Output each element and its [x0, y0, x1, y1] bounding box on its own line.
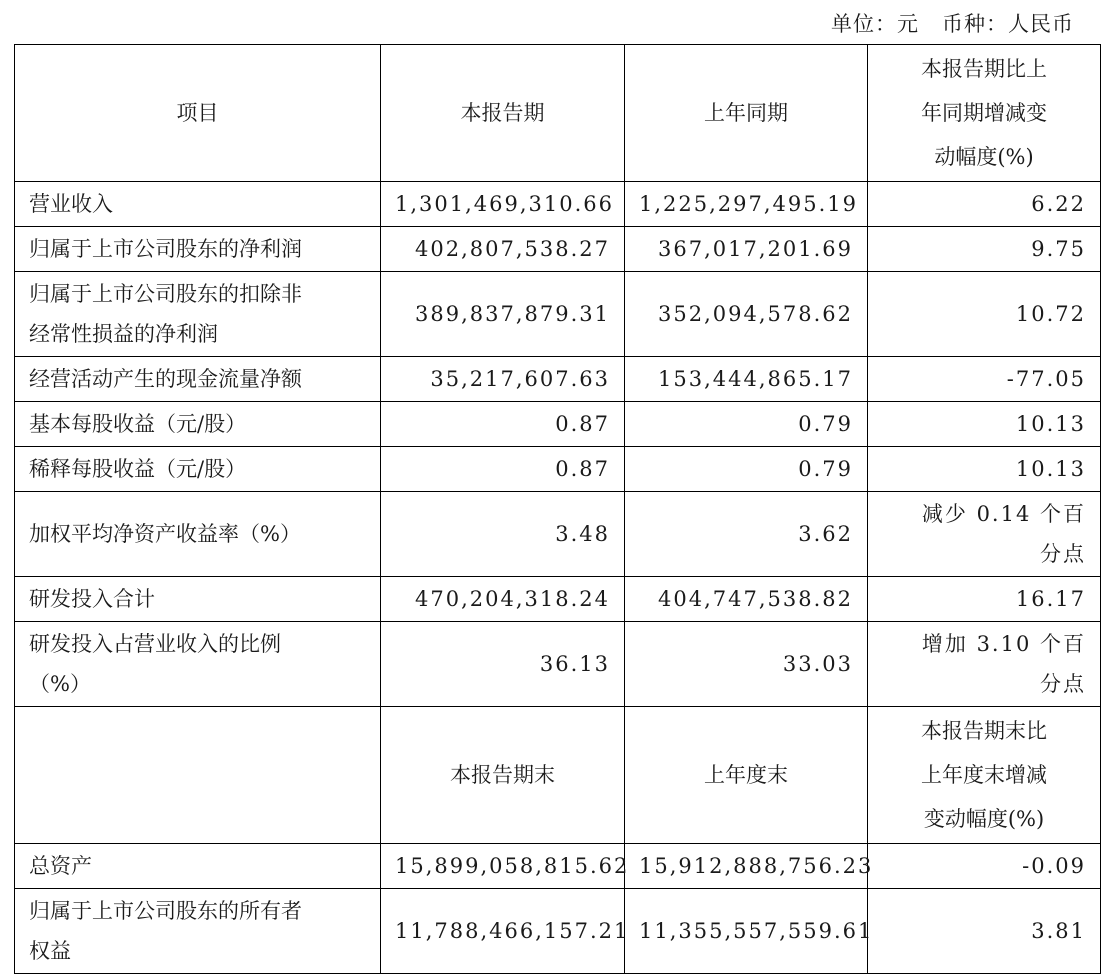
row-item [15, 889, 381, 974]
table-row [15, 402, 1101, 447]
row-item-line: 研发投入占营业收入的比例 [29, 632, 281, 656]
row-change-value [868, 182, 1101, 227]
unit-currency-note: 单位：元 币种：人民币 [830, 12, 1074, 36]
table-header-row [15, 45, 1101, 182]
row-item [15, 622, 381, 707]
table-row [15, 889, 1101, 974]
table-row [15, 357, 1101, 402]
header-item [15, 707, 381, 844]
row-item [15, 182, 381, 227]
row-item-line: 归属于上市公司股东的扣除非 [29, 282, 302, 306]
row-change-value-line: 10.13 [1015, 457, 1086, 481]
row-change-value [868, 492, 1101, 577]
row-change-value-line: -0.09 [1022, 854, 1086, 878]
row-current-value: 11,788,466,157.21 [381, 889, 625, 974]
row-prior-value: 33.03 [625, 622, 868, 707]
header-change-line: 变动幅度(%) [923, 807, 1045, 831]
row-item-line: 归属于上市公司股东的净利润 [29, 237, 302, 261]
row-change-value [868, 402, 1101, 447]
row-item-line: 稀释每股收益（元/股） [29, 457, 247, 481]
row-change-value [868, 357, 1101, 402]
row-prior-value: 0.79 [625, 402, 868, 447]
row-change-value [868, 622, 1101, 707]
row-change-value-line: 增加 3.10 个百 [921, 632, 1086, 656]
row-prior-value: 367,017,201.69 [625, 227, 868, 272]
row-item [15, 492, 381, 577]
row-item [15, 402, 381, 447]
header-change-line: 本报告期末比 [921, 719, 1047, 743]
row-change-value-line: -77.05 [1006, 367, 1086, 391]
row-change-value-line: 16.17 [1015, 587, 1086, 611]
row-item [15, 227, 381, 272]
row-current-value: 1,301,469,310.66 [381, 182, 625, 227]
row-current-value: 389,837,879.31 [381, 272, 625, 357]
row-item [15, 272, 381, 357]
row-item [15, 844, 381, 889]
table-row [15, 492, 1101, 577]
row-change-value [868, 577, 1101, 622]
row-prior-value: 153,444,865.17 [625, 357, 868, 402]
row-item-line: 加权平均净资产收益率（%） [29, 522, 301, 546]
row-item-line: 权益 [29, 939, 71, 963]
table-row [15, 272, 1101, 357]
row-change-value-line: 10.72 [1015, 302, 1086, 326]
header-item: 项目 [15, 45, 381, 182]
row-item-line: 研发投入合计 [29, 587, 155, 611]
row-item-line: 经营活动产生的现金流量净额 [29, 367, 302, 391]
row-current-value: 0.87 [381, 447, 625, 492]
header-prior: 上年度末 [625, 707, 868, 844]
row-prior-value: 0.79 [625, 447, 868, 492]
row-prior-value: 352,094,578.62 [625, 272, 868, 357]
row-current-value: 402,807,538.27 [381, 227, 625, 272]
row-prior-value: 404,747,538.82 [625, 577, 868, 622]
row-change-value [868, 447, 1101, 492]
header-change-line: 上年度末增减 [921, 763, 1047, 787]
row-change-value [868, 889, 1101, 974]
row-change-value-line: 分点 [1040, 672, 1086, 696]
row-item-line: 营业收入 [29, 192, 113, 216]
row-prior-value: 15,912,888,756.23 [625, 844, 868, 889]
row-change-value-line: 3.81 [1031, 919, 1086, 943]
row-current-value: 36.13 [381, 622, 625, 707]
row-change-value-line: 6.22 [1031, 192, 1086, 216]
header-change-line: 年同期增减变 [921, 101, 1047, 125]
table-row [15, 844, 1101, 889]
financial-data-table [14, 44, 1101, 974]
header-current: 本报告期末 [381, 707, 625, 844]
row-prior-value: 11,355,557,559.61 [625, 889, 868, 974]
row-change-value [868, 844, 1101, 889]
header-current: 本报告期 [381, 45, 625, 182]
header-change [868, 707, 1101, 844]
row-current-value: 0.87 [381, 402, 625, 447]
header-change-line: 动幅度(%) [934, 145, 1034, 169]
row-current-value: 470,204,318.24 [381, 577, 625, 622]
row-change-value [868, 272, 1101, 357]
row-current-value: 15,899,058,815.62 [381, 844, 625, 889]
row-change-value-line: 9.75 [1031, 237, 1086, 261]
row-change-value-line: 分点 [1040, 542, 1086, 566]
row-change-value-line: 10.13 [1015, 412, 1086, 436]
row-item-line: 总资产 [29, 854, 92, 878]
table-row [15, 227, 1101, 272]
row-item-line: 归属于上市公司股东的所有者 [29, 899, 302, 923]
table-row [15, 622, 1101, 707]
row-change-value-line: 减少 0.14 个百 [921, 502, 1086, 526]
row-item [15, 577, 381, 622]
table-row [15, 447, 1101, 492]
row-item [15, 357, 381, 402]
row-current-value: 35,217,607.63 [381, 357, 625, 402]
row-item-line: （%） [29, 672, 91, 696]
table-row [15, 577, 1101, 622]
row-change-value [868, 227, 1101, 272]
header-change [868, 45, 1101, 182]
table-header-row [15, 707, 1101, 844]
header-change-line: 本报告期比上 [921, 57, 1047, 81]
row-item-line: 基本每股收益（元/股） [29, 412, 247, 436]
row-item [15, 447, 381, 492]
row-current-value: 3.48 [381, 492, 625, 577]
header-prior: 上年同期 [625, 45, 868, 182]
row-item-line: 经常性损益的净利润 [29, 322, 218, 346]
row-prior-value: 3.62 [625, 492, 868, 577]
table-row [15, 182, 1101, 227]
row-prior-value: 1,225,297,495.19 [625, 182, 868, 227]
